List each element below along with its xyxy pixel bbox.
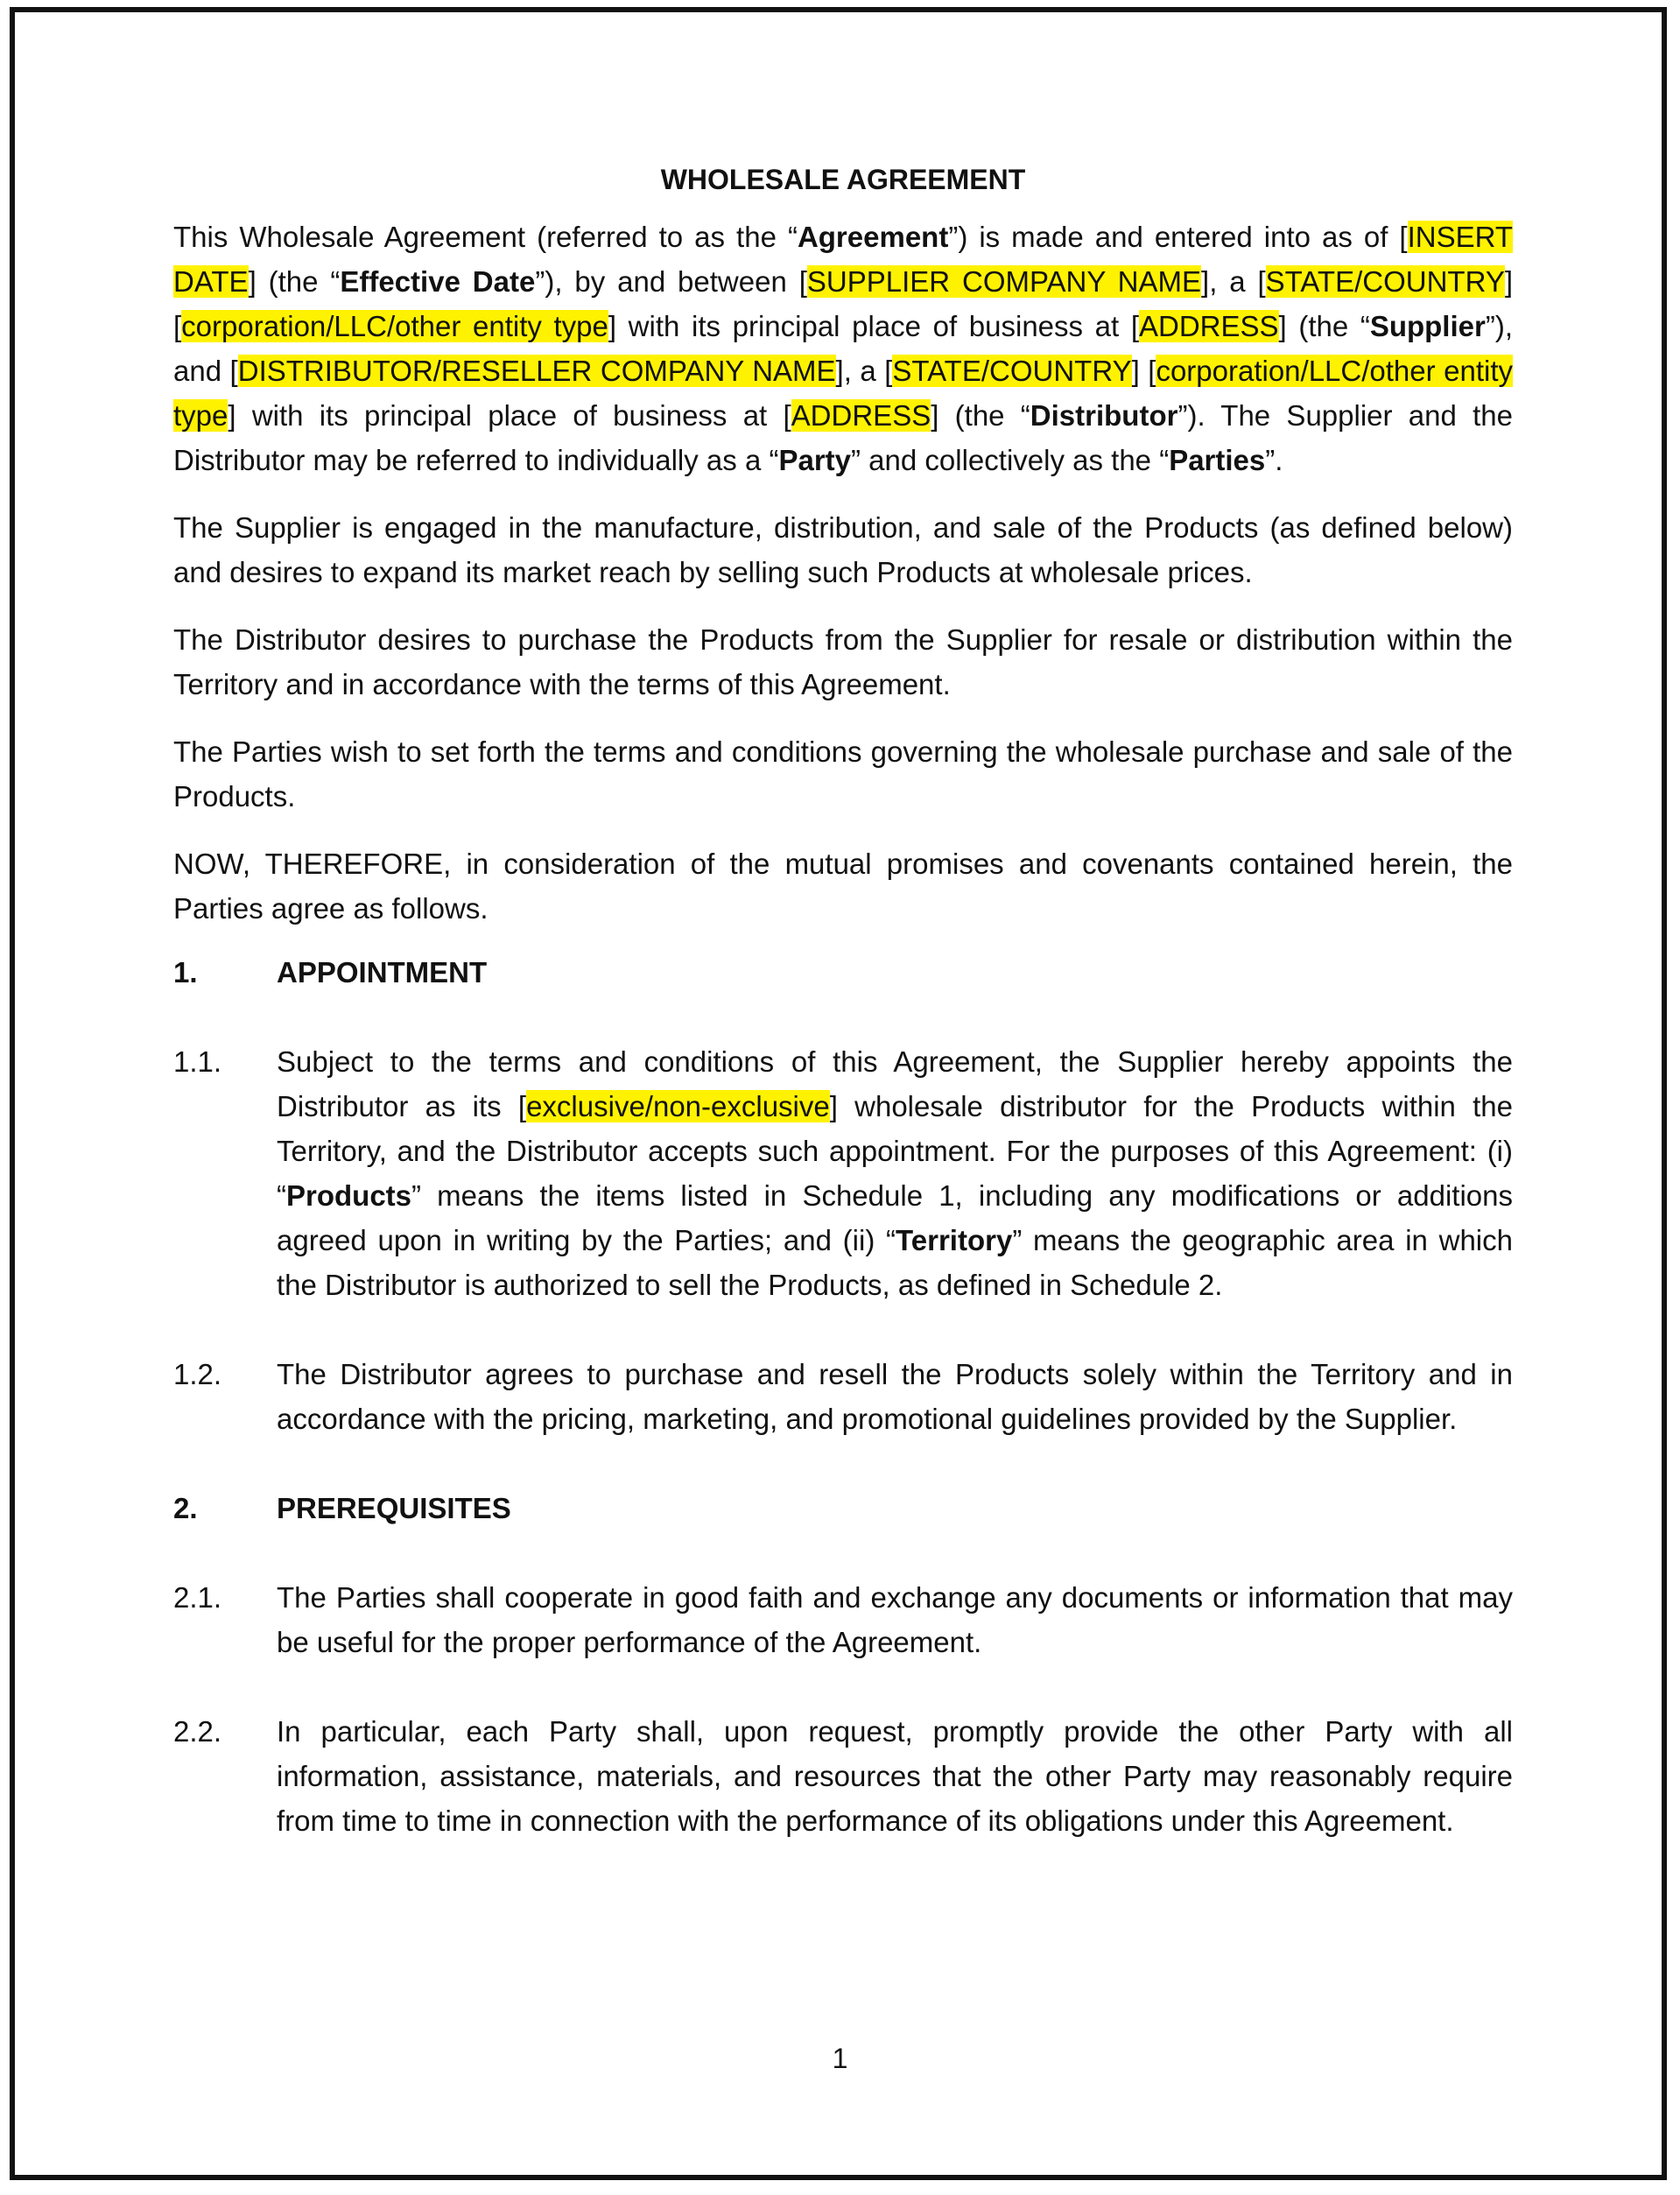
placeholder-insert-date[interactable]: INSERT DATE [173, 221, 1513, 298]
placeholder-distributor-entity-type[interactable]: corporation/LLC/other entity type [173, 355, 1513, 432]
section-title: PREREQUISITES [277, 1492, 511, 1524]
defined-term-distributor: Distributor [1030, 399, 1178, 432]
clause-text: The Parties shall cooperate in good faith and exchange any documents or information that may be useful for the proper performance of the Agreement. [277, 1581, 1513, 1658]
intro-paragraph [173, 215, 1513, 482]
intro-text: ] (the “ [1278, 310, 1370, 342]
defined-term-supplier: Supplier [1369, 310, 1486, 342]
defined-term-parties: Parties [1169, 444, 1266, 476]
document-body [173, 158, 1513, 1888]
clause-number: 2.2. [173, 1715, 222, 1748]
recital-paragraph: NOW, THEREFORE, in consideration of the mutual promises and covenants contained herein, the Parties agree as follows. [173, 848, 1513, 925]
clause-text-part: Subject to the terms and conditions of this Agreement, the Supplier hereby appoints the Distributor as its [ [277, 1045, 1513, 1122]
placeholder-supplier-state-country[interactable]: STATE/COUNTRY [1265, 265, 1505, 298]
placeholder-exclusivity[interactable]: exclusive/non-exclusive [526, 1090, 830, 1122]
placeholder-supplier-address[interactable]: ADDRESS [1138, 310, 1279, 342]
clause-text: In particular, each Party shall, upon request, promptly provide the other Party with all information, assistance, materials, and resources that the other Party may reasonably require from time to time in connection with the performance of its obligations under this Agreement. [277, 1715, 1513, 1837]
clause-1-2 [173, 1352, 1513, 1441]
section-title: APPOINTMENT [277, 956, 488, 988]
recital-paragraph: The Supplier is engaged in the manufacture, distribution, and sale of the Products (as defined below) and desires to expand its market reach by selling such Products at wholesale prices. [173, 511, 1513, 588]
section-heading-prerequisites [173, 1486, 1513, 1530]
placeholder-distributor-state-country[interactable]: STATE/COUNTRY [892, 355, 1132, 387]
intro-text: ] [ [173, 265, 1514, 342]
placeholder-distributor-address[interactable]: ADDRESS [791, 399, 931, 432]
intro-text: ”). The Supplier and the Distributor may be referred to individually as a “ [173, 399, 1513, 476]
intro-text: ] (the “ [931, 399, 1030, 432]
intro-text: ] with its principal place of business at [ [228, 399, 791, 432]
clause-text-part: ” means the geographic area in which the Distributor is authorized to sell the Products, as defined in Schedule 2. [277, 1224, 1513, 1301]
placeholder-supplier-company-name[interactable]: SUPPLIER COMPANY NAME [806, 265, 1202, 298]
intro-text: ”) is made and entered into as of [ [948, 221, 1408, 253]
section-number: 1. [173, 956, 198, 988]
placeholder-supplier-entity-type[interactable]: corporation/LLC/other entity type [181, 310, 608, 342]
clause-number: 1.1. [173, 1045, 222, 1078]
clause-number: 2.1. [173, 1581, 222, 1614]
defined-term-agreement: Agreement [797, 221, 949, 253]
intro-text: ” and collectively as the “ [851, 444, 1170, 476]
recital-paragraph: The Parties wish to set forth the terms and conditions governing the wholesale purchase and sale of the Products. [173, 735, 1513, 813]
section-heading-appointment [173, 950, 1513, 995]
intro-text: ], a [ [1201, 265, 1266, 298]
clause-text: The Distributor agrees to purchase and resell the Products solely within the Territory and in accordance with the pricing, marketing, and promotional guidelines provided by the Supplier. [277, 1358, 1513, 1435]
clause-2-2 [173, 1709, 1513, 1843]
intro-text: This Wholesale Agreement (referred to as the “ [173, 221, 798, 253]
clause-text-part: ” means the items listed in Schedule 1, including any modifications or additions agreed upon in writing by the Parties; and (ii) “ [277, 1179, 1513, 1256]
document-title: WHOLESALE AGREEMENT [660, 164, 1026, 195]
section-number: 2. [173, 1492, 198, 1524]
intro-text: ] [ [1131, 355, 1156, 387]
clause-text-part: ] wholesale distributor for the Products within the Territory, and the Distributor accepts such appointment. For the purposes of this Agreement: (i) “ [277, 1090, 1513, 1212]
clause-2-1 [173, 1575, 1513, 1664]
clause-number: 1.2. [173, 1358, 222, 1390]
intro-text: ], a [ [835, 355, 893, 387]
intro-text: ] with its principal place of business at [ [608, 310, 1139, 342]
defined-term-effective-date: Effective Date [340, 265, 536, 298]
page-number: 1 [832, 2043, 848, 2074]
intro-text: ”. [1265, 444, 1283, 476]
defined-term-party: Party [778, 444, 852, 476]
intro-text: ] (the “ [248, 265, 341, 298]
recital-paragraph: The Distributor desires to purchase the Products from the Supplier for resale or distribution within the Territory and in accordance with the terms of this Agreement. [173, 623, 1513, 700]
intro-text: ”), by and between [ [535, 265, 807, 298]
clause-text [277, 1039, 1513, 1307]
clause-1-1 [173, 1039, 1513, 1307]
defined-term-territory: Territory [896, 1224, 1013, 1256]
defined-term-products: Products [286, 1179, 412, 1212]
placeholder-distributor-company-name[interactable]: DISTRIBUTOR/RESELLER COMPANY NAME [237, 355, 836, 387]
intro-text: ”), and [ [173, 310, 1513, 387]
